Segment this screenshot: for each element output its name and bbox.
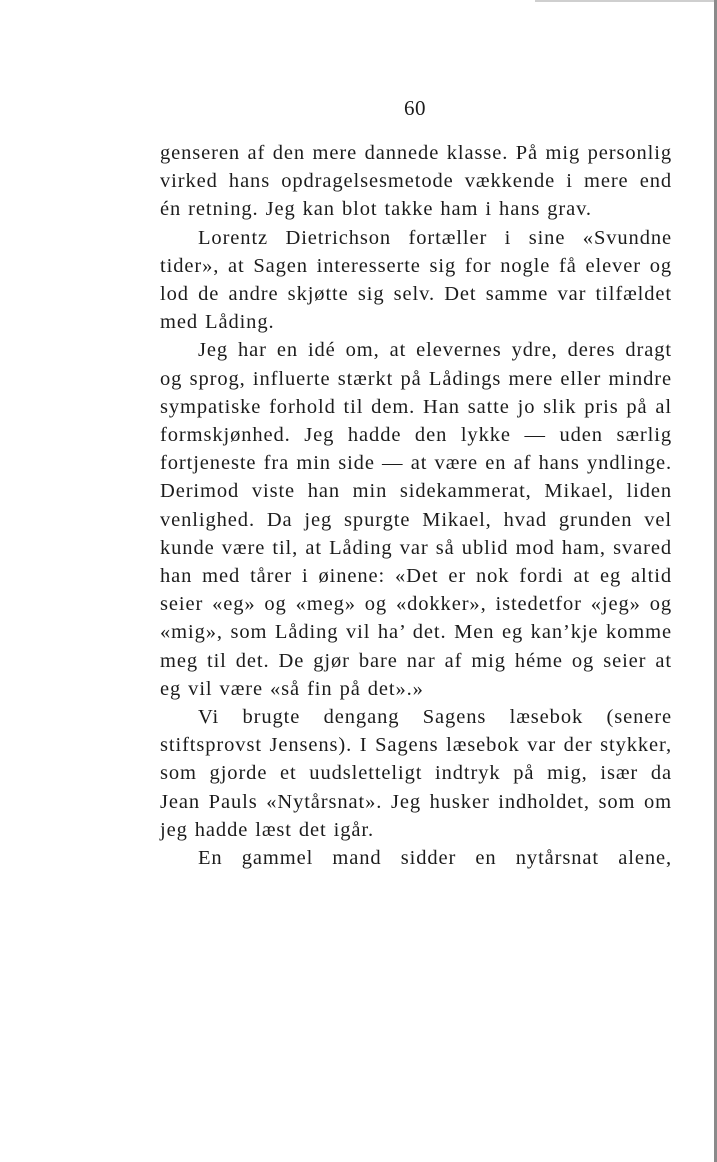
paragraph-5: En gammel mand sidder en nytårsnat alene,: [198, 847, 672, 870]
paragraph-2: Lorentz Dietrichson fortæller i sine «Svundne tider», at Sagen interesserte sig for nogle få elever og lod de andre skjøtte sig selv. Det samme var tilfældet med Låding.: [160, 226, 672, 334]
paragraph-1: genseren af den mere dannede klasse. På mig personlig virked hans opdragelsesmetode vækkende i mere end én retning. Jeg kan blot takke ham i hans grav.: [160, 142, 672, 221]
paragraph-4: Vi brugte dengang Sagens læsebok (senere stiftsprovst Jensens). I Sagens læsebok var der stykker, som gjorde et uudsletteligt indtryk på mig, især da Jean Pauls «Nytårsnat». Jeg husker indholdet, som om jeg hadde læst det igår.: [160, 706, 672, 841]
paragraph-3: Jeg har en idé om, at elevernes ydre, deres dragt og sprog, influerte stærkt på Lådings mere eller mindre sympatiske forhold til dem. Han satte jo slik pris på al formskjønhed. Jeg hadde den lykke — uden særlig fortjeneste fra min side — at være en af hans yndlinge. Derimod viste han min sidekammerat, Mikael, liden venlighed. Da jeg spurgte Mikael, hvad grunden vel kunde være til, at Låding var så ublid mod ham, svared han med tårer i øinene: «Det er nok fordi at eg altid seier «eg» og «meg» og «dokker», istedetfor «jeg» og «mig», som Låding vil ha’ det. Men eg kan’kje komme meg til det. De gjør bare nar af mig héme og seier at eg vil være «så fin på det».»: [160, 339, 672, 700]
page-number: 60: [404, 96, 426, 120]
page-top-edge: [535, 0, 717, 2]
body-text: [160, 139, 672, 872]
